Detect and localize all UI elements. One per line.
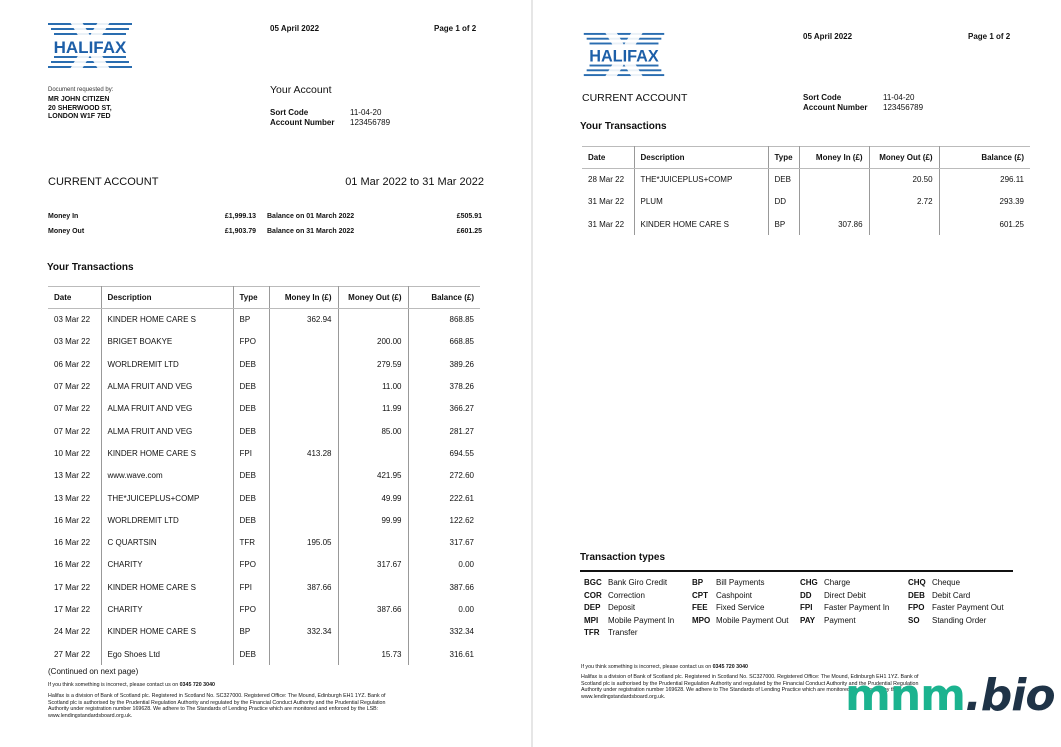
- description-cell: ALMA FRUIT AND VEG: [101, 420, 233, 442]
- transaction-type-item: COR Correction: [584, 590, 645, 600]
- customer-name: MR JOHN CITIZEN: [48, 96, 110, 103]
- table-row: [582, 191, 1030, 213]
- description-cell: KINDER HOME CARE S: [101, 442, 233, 464]
- money-in-cell: [269, 643, 338, 665]
- address-line: LONDON W1F 7ED: [48, 113, 111, 120]
- contact-note: If you think something is incorrect, please contact us on 0345 720 3040: [581, 664, 748, 670]
- requested-by-label: Document requested by:: [48, 87, 114, 93]
- your-account-heading: Your Account: [270, 84, 332, 96]
- statement-date: 05 April 2022: [270, 24, 320, 33]
- type-cell: DEB: [233, 487, 269, 509]
- money-in-label: Money In: [48, 213, 79, 220]
- money-out-cell: 2.72: [869, 191, 939, 213]
- description-cell: BRIGET BOAKYE: [101, 331, 233, 353]
- description-cell: KINDER HOME CARE S: [101, 576, 233, 598]
- table-row: [48, 643, 480, 665]
- column-header: Type: [768, 147, 799, 169]
- date-cell: 24 Mar 22: [54, 627, 91, 637]
- transaction-type-item: PAY Payment: [800, 615, 856, 625]
- transaction-type-item: BGC Bank Giro Credit: [584, 578, 668, 587]
- money-in-cell: 195.05: [269, 531, 338, 553]
- table-row: [48, 531, 480, 553]
- description-cell: PLUM: [634, 191, 768, 213]
- transaction-type-item: CHQ Cheque: [908, 578, 961, 587]
- type-cell: BP: [233, 309, 269, 331]
- transaction-type-item: MPI Mobile Payment In: [584, 615, 675, 625]
- date-cell: 28 Mar 22: [588, 175, 625, 185]
- type-cell: BP: [233, 621, 269, 643]
- svg-text:HALIFAX: HALIFAX: [53, 38, 127, 57]
- balance-cell: 272.60: [408, 465, 480, 487]
- transaction-types-list: [584, 578, 1016, 637]
- type-cell: DEB: [233, 465, 269, 487]
- date-cell: 13 Mar 22: [54, 471, 91, 481]
- date-cell: 17 Mar 22: [54, 582, 91, 592]
- money-out-cell: 11.00: [338, 375, 408, 397]
- type-cell: TFR: [233, 531, 269, 553]
- table-row: [48, 309, 480, 331]
- money-in-cell: 413.28: [269, 442, 338, 464]
- account-details: Sort Code 11-04-20 Account Number 123456789: [270, 108, 391, 127]
- closing-balance: £601.25: [456, 228, 482, 235]
- transaction-type-item: DD Direct Debit: [800, 590, 866, 600]
- transaction-type-item: BP Bill Payments: [692, 578, 765, 587]
- transaction-type-item: DEB Debit Card: [908, 590, 971, 600]
- account-details: Sort Code 11-04-20 Account Number 123456789: [803, 93, 924, 112]
- description-cell: KINDER HOME CARE S: [634, 213, 768, 235]
- table-row: [48, 375, 480, 397]
- transaction-type-item: SO Standing Order: [908, 615, 987, 625]
- contact-note: If you think something is incorrect, please contact us on 0345 720 3040: [48, 682, 215, 688]
- balance-cell: 316.61: [408, 643, 480, 665]
- table-row: [48, 442, 480, 464]
- date-cell: 03 Mar 22: [54, 315, 91, 325]
- type-cell: DEB: [233, 375, 269, 397]
- watermark: mnm.bio: [845, 670, 1055, 721]
- type-cell: DEB: [233, 353, 269, 375]
- table-row: [48, 353, 480, 375]
- money-in-cell: [269, 509, 338, 531]
- column-header: Date: [582, 147, 634, 169]
- column-header: Balance (£): [408, 287, 480, 309]
- address-line: 20 SHERWOOD ST,: [48, 104, 112, 112]
- balance-cell: 281.27: [408, 420, 480, 442]
- description-cell: WORLDREMIT LTD: [101, 353, 233, 375]
- date-cell: 07 Mar 22: [54, 382, 91, 392]
- column-header: Type: [233, 287, 269, 309]
- money-out-total: £1,903.79: [224, 228, 256, 235]
- column-header: Money In (£): [799, 147, 869, 169]
- transactions-table: [582, 146, 1030, 235]
- description-cell: CHARITY: [101, 598, 233, 620]
- money-out-cell: 99.99: [338, 509, 408, 531]
- description-cell: THE*JUICEPLUS+COMP: [101, 487, 233, 509]
- table-row: [48, 598, 480, 620]
- type-cell: DEB: [233, 509, 269, 531]
- balance-cell: 332.34: [408, 621, 480, 643]
- column-header: Money Out (£): [869, 147, 939, 169]
- statement-period: 01 Mar 2022 to 31 Mar 2022: [345, 176, 484, 188]
- balance-cell: 317.67: [408, 531, 480, 553]
- money-in-cell: [269, 598, 338, 620]
- transaction-type-item: FPO Faster Payment Out: [908, 603, 1004, 612]
- type-cell: DEB: [233, 398, 269, 420]
- transaction-type-item: FPI Faster Payment In: [800, 603, 890, 612]
- date-cell: 16 Mar 22: [54, 515, 91, 525]
- table-row: [48, 420, 480, 442]
- balance-cell: 668.85: [408, 331, 480, 353]
- table-row: [48, 554, 480, 576]
- column-header: Date: [48, 287, 101, 309]
- svg-text:HALIFAX: HALIFAX: [589, 47, 659, 66]
- type-cell: DEB: [233, 420, 269, 442]
- date-cell: 31 Mar 22: [588, 219, 625, 229]
- date-cell: 16 Mar 22: [54, 560, 91, 570]
- table-row: [48, 487, 480, 509]
- transactions-heading: Your Transactions: [580, 121, 667, 132]
- account-type: CURRENT ACCOUNT: [48, 176, 159, 188]
- money-out-cell: 200.00: [338, 331, 408, 353]
- type-cell: FPO: [233, 554, 269, 576]
- transaction-type-item: CHG Charge: [800, 578, 851, 587]
- type-cell: DEB: [768, 169, 799, 191]
- transaction-type-item: TFR Transfer: [584, 628, 638, 637]
- type-cell: BP: [768, 213, 799, 235]
- money-in-cell: [269, 375, 338, 397]
- balance-cell: 293.39: [939, 191, 1030, 213]
- description-cell: Ego Shoes Ltd: [101, 643, 233, 665]
- balance-cell: 868.85: [408, 309, 480, 331]
- date-cell: 16 Mar 22: [54, 538, 91, 548]
- description-cell: ALMA FRUIT AND VEG: [101, 398, 233, 420]
- balance-cell: 389.26: [408, 353, 480, 375]
- halifax-logo: [582, 32, 666, 77]
- date-cell: 17 Mar 22: [54, 605, 91, 614]
- table-row: [48, 465, 480, 487]
- column-header: Balance (£): [939, 147, 1030, 169]
- money-out-cell: 85.00: [338, 420, 408, 442]
- type-cell: DD: [768, 191, 799, 213]
- closing-balance-label: Balance on 31 March 2022: [267, 228, 355, 235]
- date-cell: 07 Mar 22: [54, 404, 91, 414]
- halifax-logo: [48, 22, 132, 69]
- column-header: Money Out (£): [338, 287, 408, 309]
- transactions-table: [48, 286, 480, 665]
- date-cell: 03 Mar 22: [54, 337, 91, 347]
- opening-balance: £505.91: [456, 213, 482, 220]
- description-cell: KINDER HOME CARE S: [101, 621, 233, 643]
- table-row: [48, 621, 480, 643]
- money-in-cell: [269, 331, 338, 353]
- transactions-heading: Your Transactions: [47, 262, 134, 273]
- money-in-cell: 332.34: [269, 621, 338, 643]
- column-header: Money In (£): [269, 287, 338, 309]
- balance-cell: 296.11: [939, 169, 1030, 191]
- type-cell: FPI: [233, 576, 269, 598]
- statement-page-2: [533, 0, 1061, 747]
- date-cell: 07 Mar 22: [54, 426, 91, 436]
- description-cell: www.wave.com: [101, 465, 233, 487]
- page-number: Page 1 of 2: [434, 24, 477, 33]
- description-cell: WORLDREMIT LTD: [101, 509, 233, 531]
- money-out-cell: 15.73: [338, 643, 408, 665]
- table-row: [48, 398, 480, 420]
- money-in-cell: [269, 353, 338, 375]
- type-cell: FPO: [233, 598, 269, 620]
- money-out-cell: [338, 442, 408, 464]
- money-out-cell: [338, 531, 408, 553]
- date-cell: 06 Mar 22: [54, 359, 91, 369]
- type-cell: FPO: [233, 331, 269, 353]
- money-out-cell: [338, 621, 408, 643]
- balance-cell: 694.55: [408, 442, 480, 464]
- transaction-type-item: MPO Mobile Payment Out: [692, 615, 789, 625]
- balance-cell: 378.26: [408, 375, 480, 397]
- money-in-cell: [269, 420, 338, 442]
- money-in-cell: 307.86: [799, 213, 869, 235]
- balance-cell: 387.66: [408, 576, 480, 598]
- money-out-label: Money Out: [48, 228, 85, 235]
- description-cell: CHARITY: [101, 554, 233, 576]
- description-cell: C QUARTSIN: [101, 531, 233, 553]
- money-out-cell: [338, 576, 408, 598]
- divider: [580, 570, 1013, 572]
- description-cell: KINDER HOME CARE S: [101, 309, 233, 331]
- balance-cell: 0.00: [408, 554, 480, 576]
- money-out-cell: 49.99: [338, 487, 408, 509]
- table-row: [582, 213, 1030, 235]
- money-in-cell: [269, 465, 338, 487]
- date-cell: 27 Mar 22: [54, 649, 91, 659]
- money-out-cell: 387.66: [338, 598, 408, 620]
- money-in-total: £1,999.13: [224, 213, 256, 220]
- money-in-cell: 362.94: [269, 309, 338, 331]
- transaction-type-item: CPT Cashpoint: [692, 590, 753, 600]
- type-cell: DEB: [233, 643, 269, 665]
- description-cell: THE*JUICEPLUS+COMP: [634, 169, 768, 191]
- money-out-cell: 20.50: [869, 169, 939, 191]
- money-out-cell: 317.67: [338, 554, 408, 576]
- table-row: [582, 169, 1030, 191]
- date-cell: 13 Mar 22: [54, 493, 91, 503]
- table-row: [48, 576, 480, 598]
- balance-cell: 122.62: [408, 509, 480, 531]
- date-cell: 10 Mar 22: [54, 448, 91, 458]
- balance-cell: 222.61: [408, 487, 480, 509]
- description-cell: ALMA FRUIT AND VEG: [101, 375, 233, 397]
- transaction-type-item: FEE Fixed Service: [692, 603, 765, 612]
- money-in-cell: [799, 191, 869, 213]
- table-row: [48, 509, 480, 531]
- type-cell: FPI: [233, 442, 269, 464]
- legal-text: Halifax is a division of Bank of Scotland plc. Registered in Scotland No. SC327000. Registered Office: The Mound, Edinburgh EH1 1YZ. Bank of Scotland plc is authorised by the Prudential Regulation Authority and regulated by the Financial Conduct Authority and the Prudential Regulation Authority under registration number 169628. We adhere to The Standards of Lending Practice which are monitored and enforced by the LSB: www.lendingstandardsboard.org.uk.: [48, 693, 386, 719]
- money-out-cell: 279.59: [338, 353, 408, 375]
- money-in-cell: [269, 554, 338, 576]
- money-in-cell: 387.66: [269, 576, 338, 598]
- balance-cell: 366.27: [408, 398, 480, 420]
- money-in-cell: [799, 169, 869, 191]
- table-row: [48, 331, 480, 353]
- money-out-cell: 11.99: [338, 398, 408, 420]
- legal-text: Halifax is a division of Bank of Scotland plc. Registered in Scotland No. SC327000. Registered Office: The Mound, Edinburgh EH1 1YZ. Bank of Scotland plc is authorised by the Prudential Regulation Authority and regulated by the Financial Conduct Authority and the Prudential Regulation Authority under registration number 169628. We adhere to The Standards of Lending Practice which are monitored and enforced by the LSB: www.lendingstandardsboard.org.uk.: [581, 674, 919, 700]
- money-out-cell: [869, 213, 939, 235]
- transaction-types-heading: Transaction types: [580, 552, 666, 563]
- opening-balance-label: Balance on 01 March 2022: [267, 213, 355, 220]
- account-type: CURRENT ACCOUNT: [582, 92, 688, 104]
- balance-cell: 0.00: [408, 598, 480, 620]
- page-number: Page 1 of 2: [968, 32, 1011, 41]
- money-in-cell: [269, 398, 338, 420]
- continued-note: (Continued on next page): [48, 667, 139, 676]
- column-header: Description: [634, 147, 768, 169]
- transaction-type-item: DEP Deposit: [584, 603, 636, 612]
- column-header: Description: [101, 287, 233, 309]
- date-cell: 31 Mar 22: [588, 197, 625, 207]
- balance-cell: 601.25: [939, 213, 1030, 235]
- money-out-cell: [338, 309, 408, 331]
- money-in-cell: [269, 487, 338, 509]
- customer-address: [48, 96, 112, 122]
- statement-date: 05 April 2022: [803, 32, 853, 41]
- money-out-cell: 421.95: [338, 465, 408, 487]
